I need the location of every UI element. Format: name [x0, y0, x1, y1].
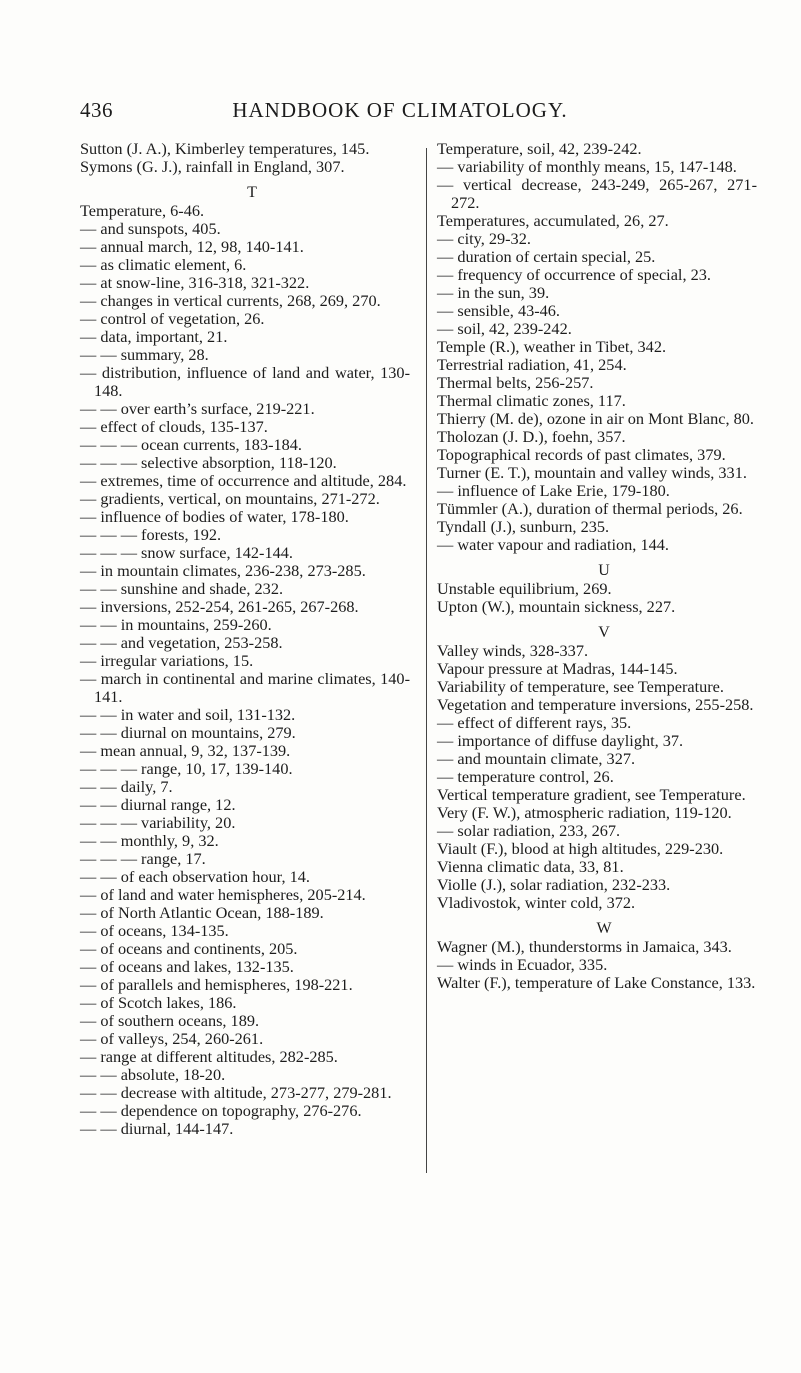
running-title: HANDBOOK OF CLIMATOLOGY.: [232, 98, 568, 122]
index-entry: — soil, 42, 239-242.: [437, 319, 572, 338]
index-entry: Sutton (J. A.), Kimberley temperatures, 145.: [80, 139, 370, 158]
index-entry: — in the sun, 39.: [437, 283, 550, 302]
index-entry: Temple (R.), weather in Tibet, 342.: [437, 337, 667, 356]
index-entry: — city, 29-32.: [437, 229, 531, 248]
index-entry: — of oceans and continents, 205.: [80, 939, 298, 958]
index-entry: — of Scotch lakes, 186.: [80, 993, 237, 1012]
index-entry: Temperature, soil, 42, 239-242.: [437, 139, 642, 158]
index-entry: — — diurnal on mountains, 279.: [80, 723, 296, 742]
index-entry: — sensible, 43-46.: [437, 301, 560, 320]
page-number: 436: [80, 98, 113, 122]
index-entry: — water vapour and radiation, 144.: [437, 535, 669, 554]
index-entry: Viault (F.), blood at high altitudes, 229-230.: [437, 839, 724, 858]
index-entry: Vladivostok, winter cold, 372.: [437, 893, 636, 912]
index-entry: — march in continental and marine climates, 140-141.: [80, 669, 410, 706]
index-entry: — gradients, vertical, on mountains, 271-272.: [80, 489, 380, 508]
index-entry: Upton (W.), mountain sickness, 227.: [437, 597, 676, 616]
index-entry: — winds in Ecuador, 335.: [437, 955, 608, 974]
index-entry: Unstable equilibrium, 269.: [437, 579, 612, 598]
index-entry: Wagner (M.), thunderstorms in Jamaica, 343.: [437, 937, 732, 956]
index-entry: Very (F. W.), atmospheric radiation, 119-120.: [437, 803, 732, 822]
index-entry: — temperature control, 26.: [437, 767, 614, 786]
index-entry: — of valleys, 254, 260-261.: [80, 1029, 264, 1048]
index-entry: — extremes, time of occurrence and altitude, 284.: [80, 471, 407, 490]
index-entry: — — over earth’s surface, 219-221.: [80, 399, 315, 418]
index-entry: — changes in vertical currents, 268, 269, 270.: [80, 291, 381, 310]
index-entry: — range at different altitudes, 282-285.: [80, 1047, 338, 1066]
index-entry: Variability of temperature, see Temperature.: [437, 677, 724, 696]
index-entry: Tümmler (A.), duration of thermal periods, 26.: [437, 499, 743, 518]
index-entry: — and sunspots, 405.: [80, 219, 221, 238]
index-entry: — influence of bodies of water, 178-180.: [80, 507, 349, 526]
index-entry: — — — range, 10, 17, 139-140.: [80, 759, 293, 778]
index-entry: — — — snow surface, 142-144.: [80, 543, 293, 562]
section-letter: V: [598, 624, 610, 641]
index-entry: Symons (G. J.), rainfall in England, 307.: [80, 157, 345, 176]
index-entry: Vapour pressure at Madras, 144-145.: [437, 659, 678, 678]
index-entry: — data, important, 21.: [80, 327, 228, 346]
index-entry: Temperature, 6-46.: [80, 201, 205, 220]
index-entry: Vegetation and temperature inversions, 255-258.: [437, 695, 754, 714]
index-entry: — — monthly, 9, 32.: [80, 831, 219, 850]
index-entry: — — dependence on topography, 276-276.: [80, 1101, 362, 1120]
index-entry: — effect of different rays, 35.: [437, 713, 632, 732]
index-entry: — importance of diffuse daylight, 37.: [437, 731, 684, 750]
index-entry: — — — ocean currents, 183-184.: [80, 435, 302, 454]
index-entry: — control of vegetation, 26.: [80, 309, 265, 328]
index-entry: — in mountain climates, 236-238, 273-285.: [80, 561, 366, 580]
index-entry: Vertical temperature gradient, see Temperature.: [437, 785, 746, 804]
index-entry: — — summary, 28.: [80, 345, 209, 364]
section-spacer: [437, 912, 757, 920]
index-entry: — — and vegetation, 253-258.: [80, 633, 283, 652]
index-column-right: [437, 140, 757, 992]
index-entry: — — — range, 17.: [80, 849, 206, 868]
index-entry: Topographical records of past climates, 379.: [437, 445, 726, 464]
index-entry: — inversions, 252-254, 261-265, 267-268.: [80, 597, 359, 616]
index-entry: — as climatic element, 6.: [80, 255, 247, 274]
index-entry: — of oceans and lakes, 132-135.: [80, 957, 294, 976]
section-letter: T: [247, 184, 257, 201]
index-entry: — distribution, influence of land and water, 130-148.: [80, 363, 410, 400]
index-entry: — vertical decrease, 243-249, 265-267, 271-272.: [437, 175, 757, 212]
index-entry: — of parallels and hemispheres, 198-221.: [80, 975, 353, 994]
index-entry: — and mountain climate, 327.: [437, 749, 636, 768]
index-entry: — — absolute, 18-20.: [80, 1065, 226, 1084]
index-column-left: [80, 140, 410, 1138]
section-letter: U: [598, 562, 610, 579]
index-entry: — — — variability, 20.: [80, 813, 236, 832]
index-entry: — — of each observation hour, 14.: [80, 867, 310, 886]
index-entry: — — decrease with altitude, 273-277, 279-281.: [80, 1083, 392, 1102]
index-entry: Violle (J.), solar radiation, 232-233.: [437, 875, 671, 894]
index-entry: Tholozan (J. D.), foehn, 357.: [437, 427, 626, 446]
section-spacer: [437, 554, 757, 562]
index-entry: Thermal belts, 256-257.: [437, 373, 594, 392]
index-entry: — at snow-line, 316-318, 321-322.: [80, 273, 310, 292]
index-entry: Valley winds, 328-337.: [437, 641, 589, 660]
section-spacer: [437, 616, 757, 624]
index-entry: — — sunshine and shade, 232.: [80, 579, 284, 598]
index-entry: — of land and water hemispheres, 205-214.: [80, 885, 366, 904]
running-header: [80, 98, 720, 128]
index-entry: — solar radiation, 233, 267.: [437, 821, 621, 840]
index-entry: — of southern oceans, 189.: [80, 1011, 260, 1030]
index-entry: — — in water and soil, 131-132.: [80, 705, 296, 724]
index-entry: — — diurnal, 144-147.: [80, 1119, 234, 1138]
index-entry: — effect of clouds, 135-137.: [80, 417, 268, 436]
index-entry: — mean annual, 9, 32, 137-139.: [80, 741, 291, 760]
column-divider: [426, 148, 427, 1173]
index-entry: Thierry (M. de), ozone in air on Mont Blanc, 80.: [437, 409, 754, 428]
index-entry: — — — forests, 192.: [80, 525, 222, 544]
index-entry: — variability of monthly means, 15, 147-148.: [437, 157, 737, 176]
index-entry: — frequency of occurrence of special, 23.: [437, 265, 711, 284]
index-entry: — irregular variations, 15.: [80, 651, 254, 670]
index-entry: — — in mountains, 259-260.: [80, 615, 272, 634]
section-letter: W: [596, 920, 612, 937]
index-entry: Terrestrial radiation, 41, 254.: [437, 355, 627, 374]
index-entry: Walter (F.), temperature of Lake Constance, 133.: [437, 973, 756, 992]
index-entry: — — — selective absorption, 118-120.: [80, 453, 337, 472]
index-entry: Tyndall (J.), sunburn, 235.: [437, 517, 610, 536]
index-entry: — duration of certain special, 25.: [437, 247, 656, 266]
index-entry: Turner (E. T.), mountain and valley winds, 331.: [437, 463, 747, 482]
index-entry: Vienna climatic data, 33, 81.: [437, 857, 624, 876]
index-entry: — annual march, 12, 98, 140-141.: [80, 237, 304, 256]
section-spacer: [80, 176, 410, 184]
index-entry: — — diurnal range, 12.: [80, 795, 236, 814]
index-entry: — influence of Lake Erie, 179-180.: [437, 481, 670, 500]
index-entry: — — daily, 7.: [80, 777, 173, 796]
index-entry: Temperatures, accumulated, 26, 27.: [437, 211, 669, 230]
index-entry: — of North Atlantic Ocean, 188-189.: [80, 903, 324, 922]
index-entry: Thermal climatic zones, 117.: [437, 391, 626, 410]
index-entry: — of oceans, 134-135.: [80, 921, 229, 940]
